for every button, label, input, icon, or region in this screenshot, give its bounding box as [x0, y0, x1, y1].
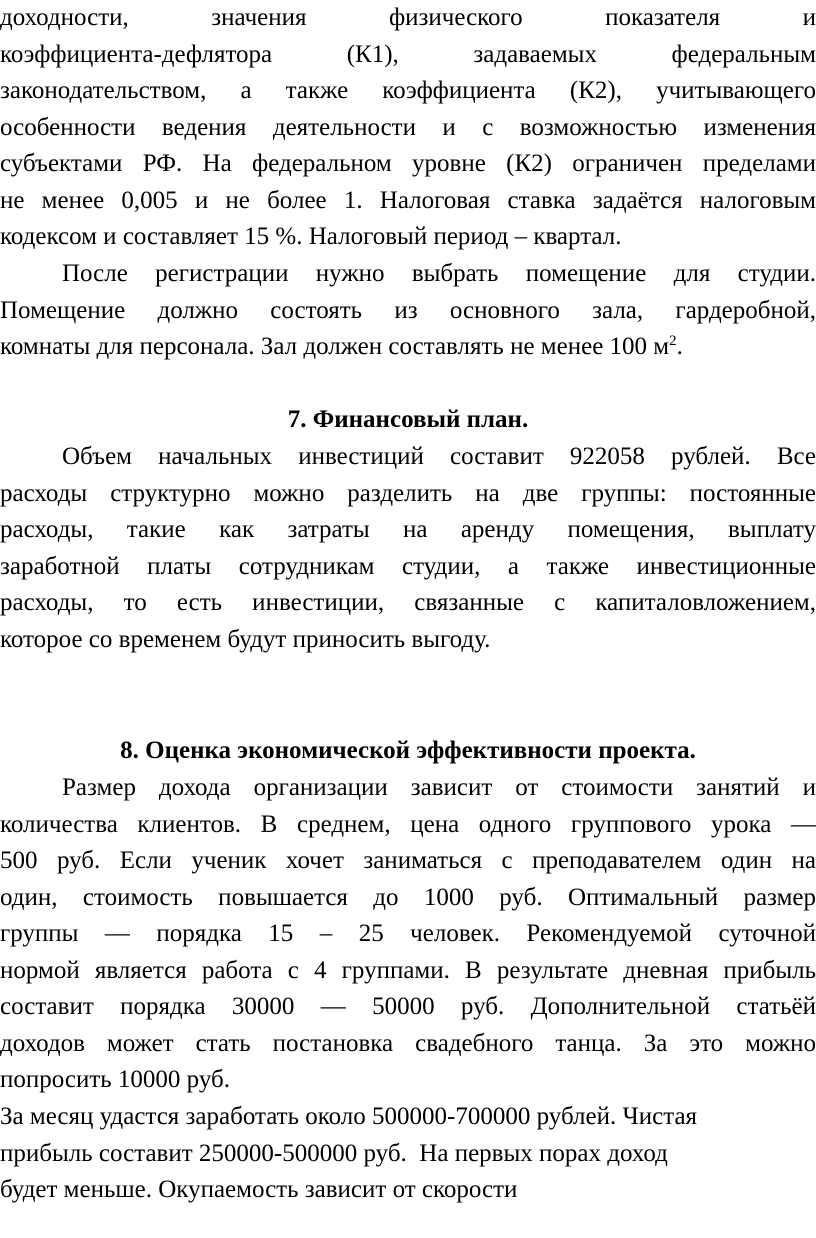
text-line: нормой является работа с 4 группами. В результате дневная прибыль — [0, 956, 816, 984]
text-line: составит порядка 30000 — 50000 руб. Дополнительной статьёй — [0, 993, 816, 1020]
text-line: доходности, значения физического показателя и — [0, 4, 816, 31]
text-line: законодательством, а также коэффициента (К2), учитывающего — [0, 77, 816, 104]
text-line: кодексом и составляет 15 %. Налоговый период – квартал. — [0, 223, 622, 250]
superscript: 2 — [669, 333, 677, 349]
text-line: особенности ведения деятельности и с возможностью изменения — [0, 113, 816, 141]
text-line: один, стоимость повышается до 1000 руб. Оптимальный размер — [0, 883, 816, 911]
text-line: не менее 0,005 и не более 1. Налоговая ставка задаётся налоговым — [0, 186, 816, 214]
section-heading: 8. Оценка экономической эффективности проекта. — [120, 737, 696, 764]
text-line: которое со временем будут приносить выгоду. — [0, 625, 491, 653]
text-line: расходы структурно можно разделить на две группы: постоянные — [0, 479, 816, 507]
text-fragment: комнаты для персонала. Зал должен составлять не менее 100 м — [0, 333, 670, 360]
text-fragment: . — [676, 333, 683, 360]
text-line: Помещение должно состоять из основного зала, гардеробной, — [0, 296, 816, 324]
text-line: доходов может стать постановка свадебного танца. За это можно — [0, 1029, 816, 1057]
paragraph-financial-plan — [0, 439, 816, 658]
text-line: расходы, такие как затраты на аренду помещения, выплату — [0, 516, 816, 543]
text-line: прибыль составит 250000-500000 руб. На первых порах доход — [0, 1139, 668, 1167]
text-line: попросить 10000 руб. — [0, 1066, 230, 1093]
text-line: расходы, то есть инвестиции, связанные с капиталовложением, — [0, 589, 816, 616]
text-line: Объем начальных инвестиций составит 922058 рублей. Все — [62, 443, 816, 470]
paragraph-tax-continuation — [0, 0, 816, 256]
paragraph-premises — [0, 256, 816, 366]
text-line-with-superscript — [0, 329, 816, 366]
text-line: будет меньше. Окупаемость зависит от скорости — [0, 1176, 518, 1203]
text-line: субъектами РФ. На федеральном уровне (К2) ограничен пределами — [0, 150, 816, 177]
text-line: Размер дохода организации зависит от стоимости занятий и — [62, 774, 816, 801]
text-line: После регистрации нужно выбрать помещение для студии. — [62, 260, 816, 287]
text-line: За месяц удастся заработать около 500000-700000 рублей. Чистая — [0, 1103, 698, 1130]
paragraph-monthly-income — [0, 1099, 816, 1209]
text-line: количества клиентов. В среднем, цена одного группового урока — — [0, 810, 816, 838]
section-heading: 7. Финансовый план. — [287, 406, 529, 433]
text-line: группы — порядка 15 – 25 человек. Рекомендуемой суточной — [0, 920, 816, 947]
text-line: коэффициента-дефлятора (К1), задаваемых федеральным — [0, 40, 816, 68]
paragraph-efficiency — [0, 770, 816, 1099]
text-line: заработной платы сотрудникам студии, а также инвестиционные — [0, 552, 816, 580]
text-line: 500 руб. Если ученик хочет заниматься с преподавателем один на — [0, 847, 816, 874]
